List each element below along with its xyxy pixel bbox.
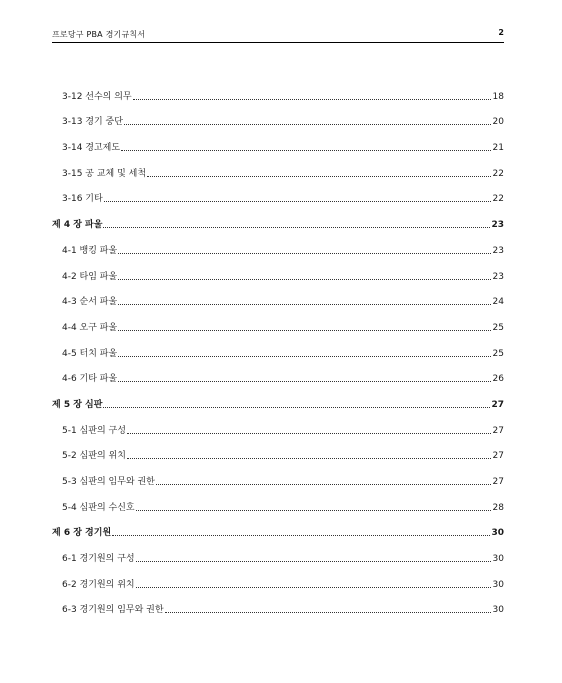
toc-entry-title: 3-15 공 교체 및 세척: [62, 168, 147, 179]
toc-dot-leader: [156, 483, 491, 485]
toc-entry-page: 30: [492, 579, 504, 590]
toc-entry-title: 제 5 장 심판: [52, 399, 103, 410]
toc-dot-leader: [118, 355, 491, 357]
toc-entry-page: 23: [492, 245, 504, 256]
toc-dot-leader: [104, 200, 491, 202]
toc-entry-page: 25: [492, 322, 504, 333]
toc-section-entry[interactable]: [52, 309, 504, 335]
toc-entry-page: 27: [492, 451, 504, 462]
toc-entry-title: 제 4 장 파울: [52, 220, 103, 231]
toc-section-entry[interactable]: [52, 129, 504, 155]
toc-entry-title: 4-2 타임 파울: [62, 271, 118, 282]
toc-section-entry[interactable]: [52, 232, 504, 258]
toc-dot-leader: [121, 149, 491, 151]
toc-entry-title: 4-6 기타 파울: [62, 374, 118, 385]
toc-dot-leader: [165, 611, 491, 613]
toc-entry-title: 6-1 경기원의 구성: [62, 554, 135, 565]
toc-dot-leader: [118, 303, 491, 305]
toc-entry-title: 3-12 선수의 의무: [62, 91, 132, 102]
toc-entry-title: 5-3 심판의 임무와 권한: [62, 477, 155, 487]
toc-entry-title: 3-13 경기 중단: [62, 117, 123, 128]
toc-entry-title: 6-3 경기원의 임무와 권한: [62, 605, 164, 616]
toc-entry-title: 4-4 오구 파울: [62, 322, 118, 333]
toc-entry-page: 26: [492, 374, 504, 385]
toc-dot-leader: [112, 534, 490, 536]
toc-dot-leader: [103, 406, 490, 408]
toc-entry-page: 27: [491, 399, 504, 410]
toc-dot-leader: [118, 329, 491, 331]
toc-entry-page: 30: [492, 605, 504, 616]
toc-dot-leader: [133, 98, 491, 100]
toc-section-entry[interactable]: [52, 284, 504, 310]
toc-entry-page: 27: [492, 477, 504, 487]
toc-entry-title: 5-2 심판의 위치: [62, 451, 126, 462]
page-header: [52, 28, 504, 43]
toc-entry-title: 3-16 기타: [62, 194, 103, 205]
toc-section-entry[interactable]: [52, 335, 504, 361]
toc-dot-leader: [118, 278, 491, 280]
toc-dot-leader: [118, 380, 491, 382]
toc-entry-title: 6-2 경기원의 위치: [62, 579, 135, 590]
toc-dot-leader: [127, 457, 491, 459]
toc-dot-leader: [127, 432, 491, 434]
toc-entry-page: 21: [492, 143, 504, 154]
toc-section-entry[interactable]: [52, 258, 504, 284]
toc-entry-title: 4-3 순서 파울: [62, 297, 118, 308]
toc-section-entry[interactable]: [52, 438, 504, 464]
toc-dot-leader: [124, 123, 491, 125]
toc-section-entry[interactable]: [52, 489, 504, 515]
toc-entry-page: 25: [492, 348, 504, 359]
toc-dot-leader: [136, 509, 491, 511]
toc-dot-leader: [103, 226, 490, 228]
toc-entry-page: 23: [491, 220, 504, 231]
toc-entry-page: 30: [491, 528, 504, 539]
toc-entry-title: 5-4 심판의 수신호: [62, 502, 135, 513]
toc-section-entry[interactable]: [52, 566, 504, 592]
toc-chapter-entry[interactable]: [52, 386, 504, 412]
toc-dot-leader: [147, 175, 491, 177]
toc-entry-page: 22: [492, 168, 504, 179]
toc-entry-title: 4-1 뱅킹 파울: [62, 245, 118, 256]
toc-entry-title: 3-14 경고제도: [62, 143, 121, 154]
toc-entry-page: 27: [492, 425, 504, 436]
toc-entry-page: 20: [492, 117, 504, 128]
toc-dot-leader: [136, 586, 491, 588]
toc-section-entry[interactable]: [52, 412, 504, 438]
toc-entry-page: 22: [492, 194, 504, 205]
toc-section-entry[interactable]: [52, 540, 504, 566]
toc-entry-title: 제 6 장 경기원: [52, 528, 112, 539]
document-title: 프로당구 PBA 경기규칙서: [52, 30, 146, 39]
toc-entry-page: 28: [492, 502, 504, 513]
table-of-contents: [52, 78, 504, 617]
toc-section-entry[interactable]: [52, 361, 504, 387]
page-number: 2: [498, 28, 504, 37]
toc-chapter-entry[interactable]: [52, 206, 504, 232]
toc-entry-page: 18: [492, 91, 504, 102]
toc-entry-title: 4-5 터치 파울: [62, 348, 118, 359]
toc-section-entry[interactable]: [52, 592, 504, 618]
toc-entry-page: 24: [492, 297, 504, 308]
toc-section-entry[interactable]: [52, 463, 504, 489]
toc-section-entry[interactable]: [52, 78, 504, 104]
toc-dot-leader: [118, 252, 491, 254]
toc-dot-leader: [136, 560, 491, 562]
toc-entry-title: 5-1 심판의 구성: [62, 425, 126, 436]
toc-section-entry[interactable]: [52, 155, 504, 181]
toc-entry-page: 23: [492, 271, 504, 282]
toc-chapter-entry[interactable]: [52, 515, 504, 541]
toc-entry-page: 30: [492, 554, 504, 565]
toc-section-entry[interactable]: [52, 181, 504, 207]
toc-section-entry[interactable]: [52, 104, 504, 130]
